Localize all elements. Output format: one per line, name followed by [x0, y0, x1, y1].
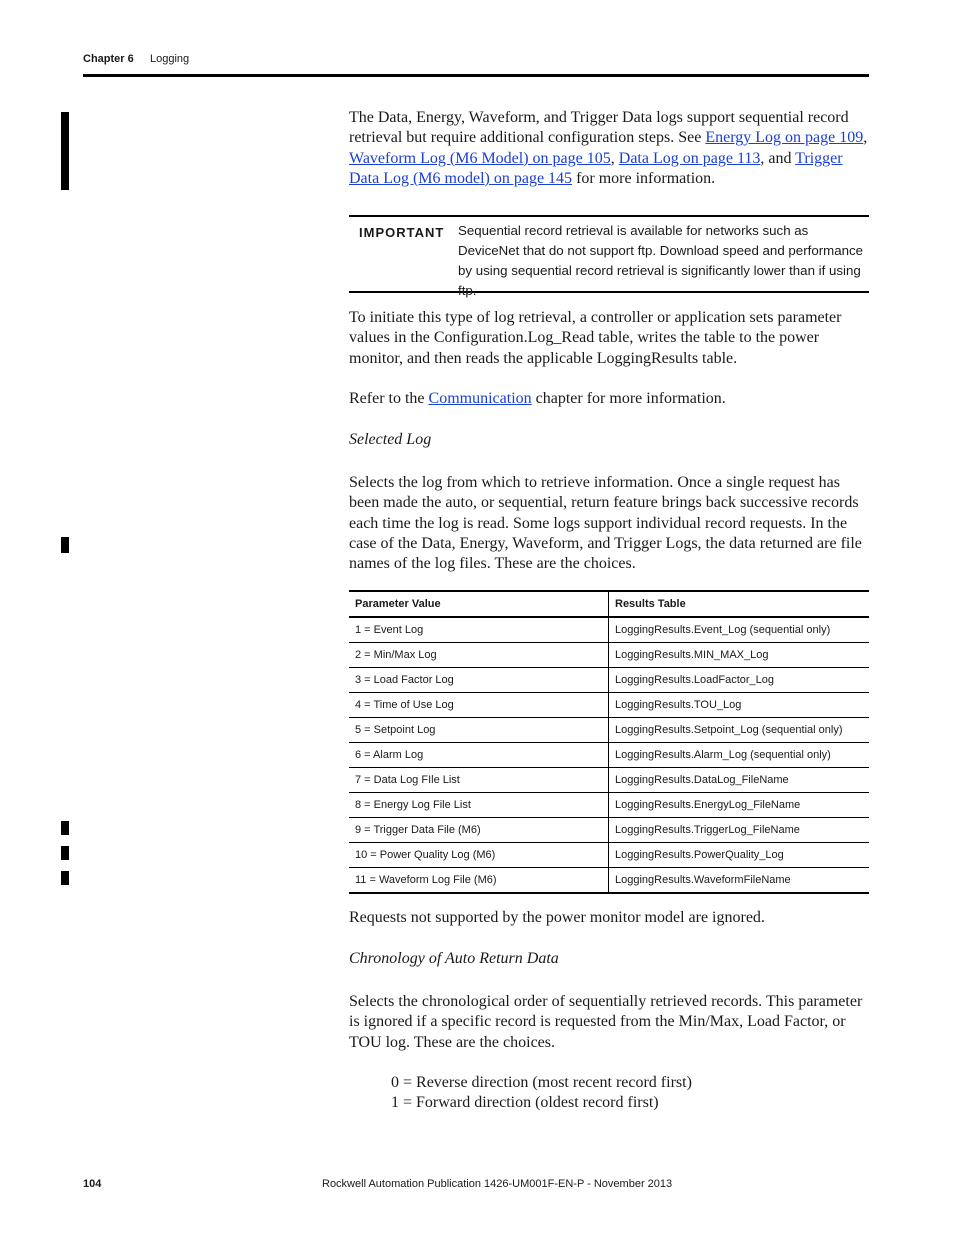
- chronology-choice: 0 = Reverse direction (most recent record first): [391, 1074, 692, 1091]
- chapter-label: Chapter 6: [83, 53, 134, 65]
- intro-paragraph: [349, 108, 871, 189]
- trigger-data-log-link[interactable]: Trigger Data Log (M6 model) on page 145: [349, 149, 843, 187]
- page-number: 104: [83, 1178, 102, 1190]
- parameter-value: 3 = Load Factor Log: [349, 668, 609, 693]
- parameter-value: 1 = Event Log: [349, 617, 609, 643]
- parameter-value: 7 = Data Log FIle List: [349, 768, 609, 793]
- results-table-value: LoggingResults.PowerQuality_Log: [609, 843, 870, 868]
- separator: ,: [610, 149, 619, 167]
- table-row: [349, 743, 869, 768]
- results-table-value: LoggingResults.TOU_Log: [609, 693, 870, 718]
- data-log-link[interactable]: Data Log on page 113: [618, 149, 761, 167]
- selected-log-paragraph: Selects the log from which to retrieve information. Once a single request has been made the auto, or sequential, return feature brings back successive records each time the log is read. Some logs support individual record requests. In the case of the Data, Energy, Waveform, and Trigger Logs, the data returned are file names of the log files. These are the choices.: [349, 474, 862, 573]
- results-table-value: LoggingResults.EnergyLog_FileName: [609, 793, 870, 818]
- chronology-paragraph: Selects the chronological order of sequentially retrieved records. This parameter is ignored if a specific record is requested from the Min/Max, Load Factor, or TOU log. These are the choices.: [349, 993, 863, 1051]
- parameter-value: 11 = Waveform Log File (M6): [349, 868, 609, 894]
- section-label: Logging: [150, 53, 190, 65]
- table-row: [349, 718, 869, 743]
- table-row: [349, 668, 869, 693]
- communication-link[interactable]: Communication: [428, 390, 532, 407]
- separator: ,: [863, 129, 868, 147]
- results-table-value: LoggingResults.Setpoint_Log (sequential only): [609, 718, 870, 743]
- change-bar: [61, 871, 69, 885]
- parameter-value: 10 = Power Quality Log (M6): [349, 843, 609, 868]
- parameter-value: 2 = Min/Max Log: [349, 643, 609, 668]
- intro-text: The Data, Energy, Waveform, and Trigger Data logs support sequential record retrieval but require additional configuration steps. See: [349, 109, 849, 147]
- results-table-value: LoggingResults.Alarm_Log (sequential only): [609, 743, 870, 768]
- parameter-value: 8 = Energy Log File List: [349, 793, 609, 818]
- separator: , and: [760, 149, 796, 167]
- publication-info: Rockwell Automation Publication 1426-UM001F-EN-P - November 2013: [322, 1178, 673, 1190]
- waveform-log-link[interactable]: Waveform Log (M6 Model) on page 105: [349, 149, 611, 167]
- initiate-paragraph: To initiate this type of log retrieval, a controller or application sets parameter values in the Configuration.Log_Read table, writes the table to the power monitor, and then reads the applicable LoggingResults table.: [349, 309, 842, 367]
- intro-text-end: for more information.: [572, 169, 716, 187]
- unsupported-note: Requests not supported by the power monitor model are ignored.: [349, 909, 765, 926]
- column-header: Parameter Value: [349, 591, 609, 617]
- table-row: [349, 818, 869, 843]
- table-row: [349, 617, 869, 643]
- change-bar: [61, 537, 69, 553]
- parameter-value: 6 = Alarm Log: [349, 743, 609, 768]
- change-bar: [61, 821, 69, 835]
- table-row: [349, 693, 869, 718]
- parameter-value: 4 = Time of Use Log: [349, 693, 609, 718]
- energy-log-link[interactable]: Energy Log on page 109: [705, 129, 864, 147]
- column-header: Results Table: [609, 591, 870, 617]
- table-row: [349, 843, 869, 868]
- results-table-value: LoggingResults.MIN_MAX_Log: [609, 643, 870, 668]
- results-table-value: LoggingResults.LoadFactor_Log: [609, 668, 870, 693]
- refer-text-end: chapter for more information.: [531, 390, 726, 407]
- change-bar: [61, 112, 69, 190]
- refer-text: Refer to the: [349, 390, 429, 407]
- chronology-choice: 1 = Forward direction (oldest record first): [391, 1094, 659, 1111]
- table-header-row: [349, 591, 869, 617]
- header-rule: [83, 74, 869, 77]
- results-table-value: LoggingResults.DataLog_FileName: [609, 768, 870, 793]
- table-row: [349, 793, 869, 818]
- table-row: [349, 868, 869, 894]
- results-table-value: LoggingResults.TriggerLog_FileName: [609, 818, 870, 843]
- selected-log-heading: Selected Log: [349, 431, 432, 448]
- chronology-heading: Chronology of Auto Return Data: [349, 950, 559, 967]
- parameter-value: 5 = Setpoint Log: [349, 718, 609, 743]
- table-row: [349, 643, 869, 668]
- parameter-value: 9 = Trigger Data File (M6): [349, 818, 609, 843]
- change-bar: [61, 846, 69, 860]
- table-row: [349, 768, 869, 793]
- results-table-value: LoggingResults.Event_Log (sequential only): [609, 617, 870, 643]
- refer-paragraph: [349, 389, 871, 409]
- results-table-value: LoggingResults.WaveformFileName: [609, 868, 870, 894]
- important-label: IMPORTANT: [359, 225, 445, 240]
- results-table: [349, 590, 869, 894]
- important-text: Sequential record retrieval is available for networks such as DeviceNet that do not support ftp. Download speed and performance by using sequential record retrieval is significantly lower than if using ftp.: [458, 223, 864, 298]
